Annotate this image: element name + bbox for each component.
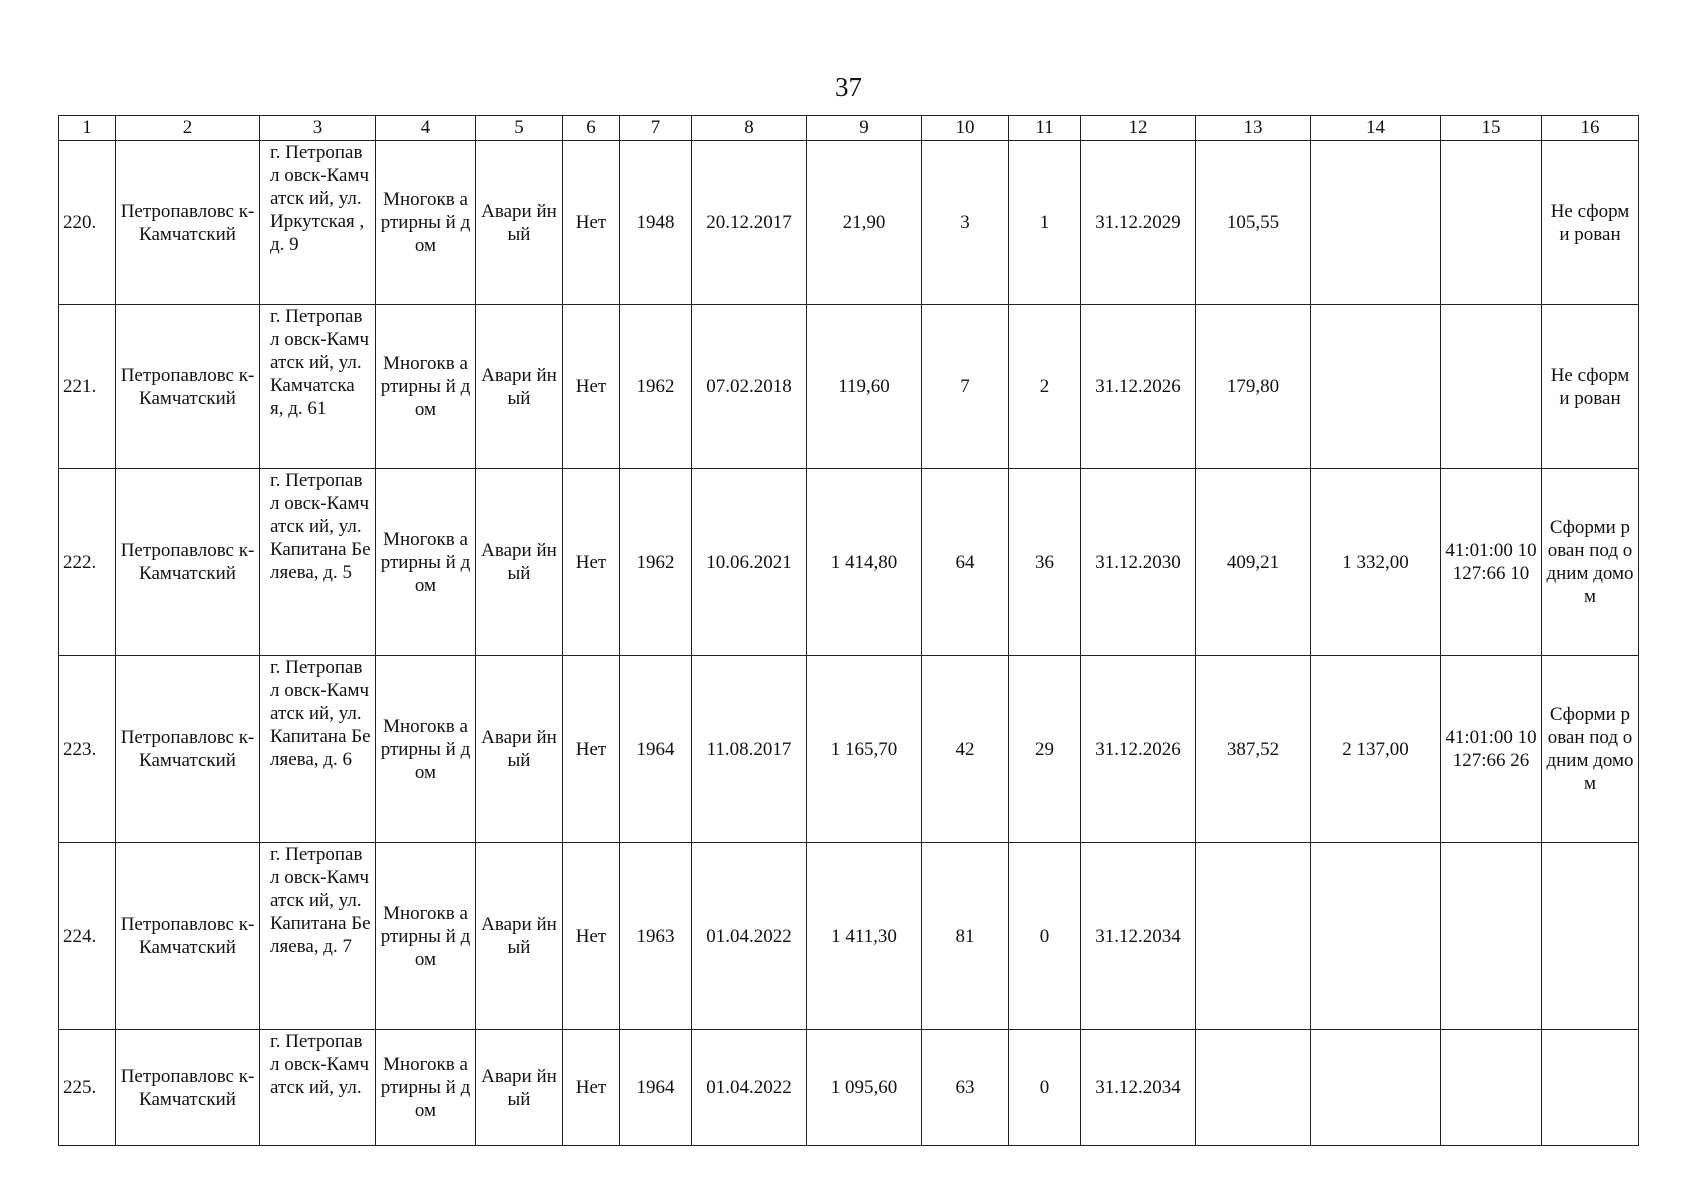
condition-cell: Авари йный: [476, 843, 563, 1030]
units-cell: 36: [1009, 469, 1081, 656]
year-cell: 1964: [620, 656, 692, 843]
cadastral-cell: [1441, 141, 1542, 305]
address-cell: г. Петропавл овск-Камчатск ий, ул. Капитана Беляева, д. 5: [260, 469, 376, 656]
residents-cell: 63: [922, 1030, 1009, 1146]
address-cell: г. Петропавл овск-Камчатск ий, ул. Иркутская , д. 9: [260, 141, 376, 305]
date-cell: 10.06.2021: [692, 469, 807, 656]
house-type-cell: Многокв артирны й дом: [376, 469, 476, 656]
residents-cell: 42: [922, 656, 1009, 843]
column-index: 2: [116, 116, 260, 141]
housing-registry-table: [58, 115, 1639, 1146]
table-row: [59, 141, 1639, 305]
house-type-cell: Многокв артирны й дом: [376, 843, 476, 1030]
municipality-cell: Петропавловс к-Камчатский: [116, 305, 260, 469]
column-index: 6: [563, 116, 620, 141]
municipality-cell: Петропавловс к-Камчатский: [116, 843, 260, 1030]
condition-cell: Авари йный: [476, 305, 563, 469]
col14-cell: [1311, 1030, 1441, 1146]
units-cell: 0: [1009, 843, 1081, 1030]
flag-cell: Нет: [563, 843, 620, 1030]
address-cell: г. Петропавл овск-Камчатск ий, ул. Капитана Беляева, д. 6: [260, 656, 376, 843]
house-type-cell: Многокв артирны й дом: [376, 656, 476, 843]
deadline-cell: 31.12.2034: [1081, 843, 1196, 1030]
year-cell: 1963: [620, 843, 692, 1030]
date-cell: 11.08.2017: [692, 656, 807, 843]
row-number: 224.: [59, 843, 116, 1030]
col13-cell: 179,80: [1196, 305, 1311, 469]
column-index: 11: [1009, 116, 1081, 141]
status-cell: Не сформи рован: [1542, 141, 1639, 305]
condition-cell: Авари йный: [476, 141, 563, 305]
flag-cell: Нет: [563, 469, 620, 656]
cadastral-cell: 41:01:00 10127:66 10: [1441, 469, 1542, 656]
residents-cell: 7: [922, 305, 1009, 469]
municipality-cell: Петропавловс к-Камчатский: [116, 141, 260, 305]
house-type-cell: Многокв артирны й дом: [376, 141, 476, 305]
cadastral-cell: [1441, 843, 1542, 1030]
municipality-cell: Петропавловс к-Камчатский: [116, 656, 260, 843]
row-number: 225.: [59, 1030, 116, 1146]
date-cell: 01.04.2022: [692, 843, 807, 1030]
area-cell: 21,90: [807, 141, 922, 305]
year-cell: 1962: [620, 305, 692, 469]
address-cell: г. Петропавл овск-Камчатск ий, ул.: [260, 1030, 376, 1146]
deadline-cell: 31.12.2034: [1081, 1030, 1196, 1146]
column-index: 1: [59, 116, 116, 141]
column-index: 10: [922, 116, 1009, 141]
condition-cell: Авари йный: [476, 656, 563, 843]
row-number: 221.: [59, 305, 116, 469]
flag-cell: Нет: [563, 305, 620, 469]
col13-cell: 387,52: [1196, 656, 1311, 843]
cadastral-cell: [1441, 305, 1542, 469]
condition-cell: Авари йный: [476, 469, 563, 656]
cadastral-cell: 41:01:00 10127:66 26: [1441, 656, 1542, 843]
year-cell: 1962: [620, 469, 692, 656]
units-cell: 2: [1009, 305, 1081, 469]
col14-cell: [1311, 843, 1441, 1030]
flag-cell: Нет: [563, 1030, 620, 1146]
column-index: 13: [1196, 116, 1311, 141]
date-cell: 01.04.2022: [692, 1030, 807, 1146]
col14-cell: 1 332,00: [1311, 469, 1441, 656]
column-index: 8: [692, 116, 807, 141]
house-type-cell: Многокв артирны й дом: [376, 1030, 476, 1146]
date-cell: 07.02.2018: [692, 305, 807, 469]
flag-cell: Нет: [563, 656, 620, 843]
row-number: 222.: [59, 469, 116, 656]
table-row: [59, 656, 1639, 843]
cadastral-cell: [1441, 1030, 1542, 1146]
area-cell: 1 095,60: [807, 1030, 922, 1146]
column-index: 12: [1081, 116, 1196, 141]
deadline-cell: 31.12.2029: [1081, 141, 1196, 305]
status-cell: Сформи рован под одним домом: [1542, 469, 1639, 656]
status-cell: [1542, 843, 1639, 1030]
status-cell: [1542, 1030, 1639, 1146]
year-cell: 1948: [620, 141, 692, 305]
col13-cell: [1196, 843, 1311, 1030]
condition-cell: Авари йный: [476, 1030, 563, 1146]
flag-cell: Нет: [563, 141, 620, 305]
column-index: 14: [1311, 116, 1441, 141]
units-cell: 0: [1009, 1030, 1081, 1146]
col14-cell: 2 137,00: [1311, 656, 1441, 843]
deadline-cell: 31.12.2026: [1081, 305, 1196, 469]
residents-cell: 81: [922, 843, 1009, 1030]
col13-cell: 409,21: [1196, 469, 1311, 656]
area-cell: 119,60: [807, 305, 922, 469]
page-number: 37: [835, 72, 862, 102]
column-index: 15: [1441, 116, 1542, 141]
units-cell: 1: [1009, 141, 1081, 305]
row-number: 223.: [59, 656, 116, 843]
column-index: 16: [1542, 116, 1639, 141]
address-cell: г. Петропавл овск-Камчатск ий, ул. Капитана Беляева, д. 7: [260, 843, 376, 1030]
area-cell: 1 165,70: [807, 656, 922, 843]
house-type-cell: Многокв артирны й дом: [376, 305, 476, 469]
area-cell: 1 414,80: [807, 469, 922, 656]
column-index: 9: [807, 116, 922, 141]
status-cell: Не сформи рован: [1542, 305, 1639, 469]
year-cell: 1964: [620, 1030, 692, 1146]
deadline-cell: 31.12.2030: [1081, 469, 1196, 656]
table-row: [59, 1030, 1639, 1146]
column-index-row: [59, 116, 1639, 141]
row-number: 220.: [59, 141, 116, 305]
table-row: [59, 305, 1639, 469]
column-index: 4: [376, 116, 476, 141]
col13-cell: 105,55: [1196, 141, 1311, 305]
column-index: 7: [620, 116, 692, 141]
table-row: [59, 469, 1639, 656]
municipality-cell: Петропавловс к-Камчатский: [116, 1030, 260, 1146]
residents-cell: 64: [922, 469, 1009, 656]
column-index: 3: [260, 116, 376, 141]
deadline-cell: 31.12.2026: [1081, 656, 1196, 843]
col13-cell: [1196, 1030, 1311, 1146]
date-cell: 20.12.2017: [692, 141, 807, 305]
table-row: [59, 843, 1639, 1030]
col14-cell: [1311, 305, 1441, 469]
units-cell: 29: [1009, 656, 1081, 843]
status-cell: Сформи рован под одним домом: [1542, 656, 1639, 843]
residents-cell: 3: [922, 141, 1009, 305]
col14-cell: [1311, 141, 1441, 305]
column-index: 5: [476, 116, 563, 141]
municipality-cell: Петропавловс к-Камчатский: [116, 469, 260, 656]
area-cell: 1 411,30: [807, 843, 922, 1030]
address-cell: г. Петропавл овск-Камчатск ий, ул. Камчатска я, д. 61: [260, 305, 376, 469]
